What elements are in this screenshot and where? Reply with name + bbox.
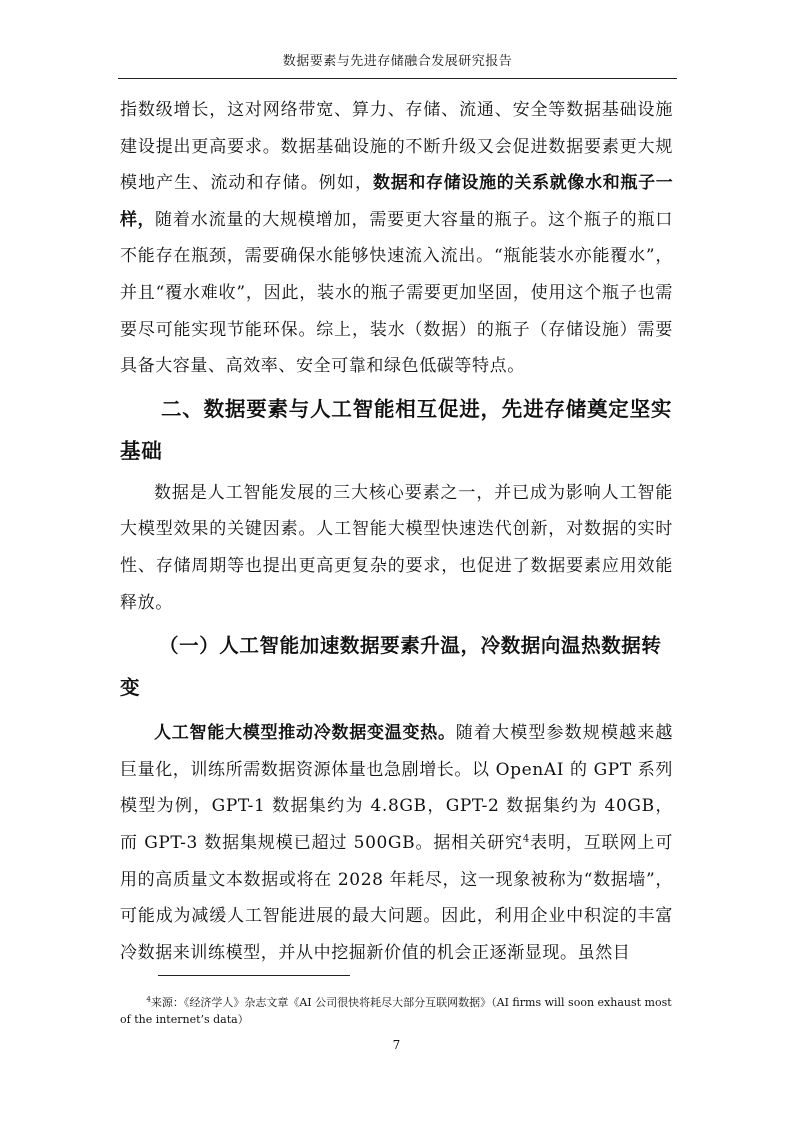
footnote-rule: [158, 975, 350, 976]
paragraph-subsection-text-1: 随着大模型参数规模越来越巨量化，训练所需数据资源体量也急剧增长。以 OpenAI 的 GPT 系列模型为例，GPT-1 数据集约为 4.8GB，GPT-2 数据集约为 40GB，而 GPT-3 数据集规模已超过 500GB。据相关研究: [120, 723, 673, 853]
footnote-text: 来源：《经济学人》杂志文章《AI 公司很快将耗尽大部分互联网数据》（AI firms will soon exhaust most of the internet’s data）: [120, 996, 672, 1026]
section-heading: 二、数据要素与人工智能相互促进，先进存储奠定坚实基础: [120, 396, 673, 463]
paragraph-subsection-bold: 人工智能大模型推动冷数据变温变热。: [154, 723, 456, 744]
paragraph-subsection-text-2: 表明，互联网上可用的高质量文本数据或将在 2028 年耗尽，这一现象被称为“数据墙”，可能成为减缓人工智能进展的最大问题。因此，利用企业中积淀的丰富冷数据来训练模型，并从中挖掘新价值的机会正逐渐显现。虽然目: [120, 832, 673, 963]
paragraph-intro: [120, 92, 673, 385]
footnote-marker: 4: [146, 995, 151, 1004]
paragraph-section: 数据是人工智能发展的三大核心要素之一，并已成为影响人工智能大模型效果的关键因素。人工智能大模型快速迭代创新，对数据的实时性、存储周期等也提出更高更复杂的要求，也促进了数据要素应用效能释放。: [120, 482, 673, 613]
footnote: [120, 994, 673, 1028]
subsection-heading: （一）人工智能加速数据要素升温，冷数据向温热数据转变: [120, 634, 662, 700]
page-number: 7: [392, 1038, 401, 1052]
paragraph-intro-text-2: 随着水流量的大规模增加，需要更大容量的瓶子。这个瓶子的瓶口不能存在瓶颈，需要确保水能够快速流入流出。“瓶能装水亦能覆水”，并且“覆水难收”，因此，装水的瓶子需要更加坚固，使用这个瓶子也需要尽可能实现节能环保。综上，装水（数据）的瓶子（存储设施）需要具备大容量、高效率、安全可靠和绿色低碳等特点。: [120, 209, 673, 377]
running-header: 数据要素与先进存储融合发展研究报告: [282, 54, 513, 69]
footnote-ref[interactable]: 4: [522, 833, 530, 845]
paragraph-intro-bold: 数据和存储设施的关系就像水和瓶子一样，: [120, 173, 673, 230]
paragraph-intro-text-1: 指数级增长，这对网络带宽、算力、存储、流通、安全等数据基础设施建设提出更高要求。数据基础设施的不断升级又会促进数据要素更大规模地产生、流动和存储。例如，: [120, 100, 673, 194]
paragraph-subsection: [120, 715, 673, 971]
main-content: [120, 92, 673, 971]
header-rule: [118, 78, 677, 79]
